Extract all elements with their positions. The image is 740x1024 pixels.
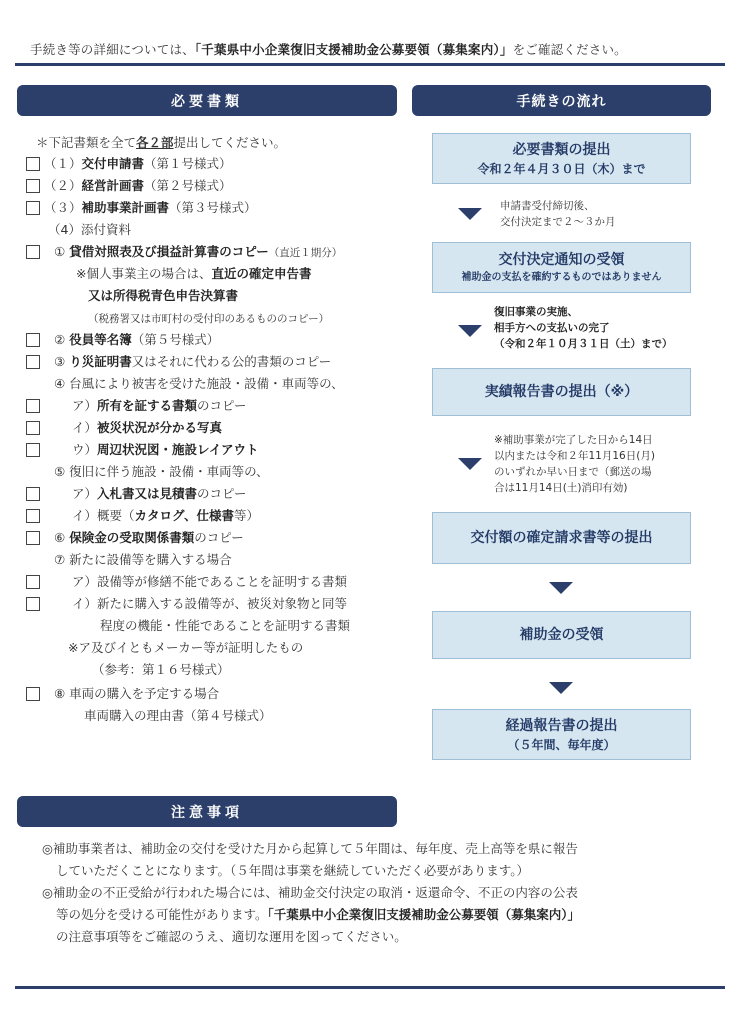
flow-step-receive-subsidy: 補助金の受領 [432,611,691,659]
process-flow-header: 手続きの流れ [412,85,711,116]
flow-step-grant-notice: 交付決定通知の受領 補助金の支払を確約するものではありません [432,242,691,293]
checkbox-item-1[interactable] [26,157,40,171]
checkbox-attach-7a[interactable] [26,575,40,589]
note-2-line-1: ◎補助金の不正受給が行われた場合には、補助金交付決定の取消・返還命令、不正の内容の公表 [42,885,578,900]
checkbox-attach-1[interactable] [26,245,40,259]
attach-1-note-2: 又は所得税青色申告決算書 [88,288,239,303]
note-1-line-2: していただくことになります。（５年間は事業を継続していただく必要があります。） [56,863,530,878]
attach-6: ⑥ 保険金の受取関係書類のコピー [54,530,244,545]
flow-step-submit-docs: 必要書類の提出 令和２年４月３０日（木）まで [432,133,691,184]
notes-block [44,838,704,948]
attach-5i: イ）概要（カタログ、仕様書等） [72,508,260,523]
docs-intro: ＊下記書類を全て各２部提出してください。 [36,135,287,150]
flow-note-1: 申請書受付締切後、 交付決定まで２～３か月 [500,200,616,228]
doc-item-3: （３）補助事業計画書（第３号様式） [44,200,257,215]
notes-header: 注意事項 [17,796,397,827]
checkbox-attach-8[interactable] [26,687,40,701]
attach-4-header: ④ 台風により被害を受けた施設・設備・車両等の、 [54,376,344,391]
top-note [30,40,720,58]
checkbox-attach-4a[interactable] [26,399,40,413]
attach-7-header: ⑦ 新たに設備等を購入する場合 [54,552,232,567]
top-note-tail: をご確認ください。 [512,42,627,57]
top-note-guideline-title: 「千葉県中小企業復旧支援補助金公募要領（募集案内）」 [194,42,513,57]
checkbox-attach-4u[interactable] [26,443,40,457]
checkbox-attach-5a[interactable] [26,487,40,501]
flow-arrow-icon [549,682,573,694]
top-divider [15,63,725,66]
checkbox-item-2[interactable] [26,179,40,193]
doc-item-4-header: （4）添付資料 [48,222,131,237]
bottom-divider [15,986,725,989]
attach-2: ② 役員等名簿（第５号様式） [54,332,220,347]
attach-8-sub: 車両購入の理由書（第４号様式） [84,708,272,723]
checkbox-attach-6[interactable] [26,531,40,545]
checkbox-attach-2[interactable] [26,333,40,347]
attach-7i-line-2: 程度の機能・性能であることを証明する書類 [100,618,351,633]
attach-8: ⑧ 車両の購入を予定する場合 [54,686,220,701]
attach-1: ① 貸借対照表及び損益計算書のコピー（直近１期分） [54,244,343,259]
flow-arrow-icon [549,582,573,594]
doc-item-2: （２）経営計画書（第２号様式） [44,178,232,193]
flow-step-result-report: 実績報告書の提出（※） [432,368,691,416]
attach-3: ③ り災証明書又はそれに代わる公的書類のコピー [54,354,332,369]
attach-7i-line-1: イ）新たに購入する設備等が、被災対象物と同等 [72,596,348,611]
note-2-line-3: の注意事項等をご確認のうえ、適切な運用を図ってください。 [56,929,407,944]
attach-7-note-1: ※ア及びイともメーカー等が証明したもの [68,640,304,655]
flow-arrow-icon [458,458,482,470]
attach-5-header: ⑤ 復旧に伴う施設・設備・車両等の、 [54,464,269,479]
flow-step-final-claim: 交付額の確定請求書等の提出 [432,512,691,564]
checkbox-attach-3[interactable] [26,355,40,369]
doc-item-1: （１）交付申請書（第１号様式） [44,156,232,171]
checkbox-attach-7i[interactable] [26,597,40,611]
required-docs-header: 必要書類 [17,85,397,116]
attach-7a: ア）設備等が修繕不能であることを証明する書類 [72,574,348,589]
checkbox-item-3[interactable] [26,201,40,215]
flow-arrow-icon [458,208,482,220]
checkbox-attach-5i[interactable] [26,509,40,523]
attach-4i: イ）被災状況が分かる写真 [72,420,223,435]
flow-note-3: ※補助事業が完了した日から14日 以内または令和２年11月16日(月) のいずれか早い日まで（郵送の場 合は11月14日(土)消印有効) [494,434,655,494]
flow-arrow-icon [458,325,482,337]
attach-1-note-3: （税務署又は市町村の受付印のあるもののコピー） [88,313,330,325]
attach-4u: ウ）周辺状況図・施設レイアウト [72,442,259,457]
attach-7-note-2: （参考：第１６号様式） [92,662,230,677]
top-note-text: 手続き等の詳細については、 [30,42,195,57]
attach-1-note-1: ※個人事業主の場合は、直近の確定申告書 [76,266,312,281]
flow-step-progress-report: 経過報告書の提出 （５年間、毎年度） [432,709,691,760]
flow-note-2: 復旧事業の実施、 相手方への支払いの完了 （令和２年１０月３１日（土）まで） [494,306,673,350]
note-1-line-1: ◎補助事業者は、補助金の交付を受けた月から起算して５年間は、毎年度、売上高等を県に報告 [42,841,578,856]
attach-4a: ア）所有を証する書類のコピー [72,398,247,413]
note-2-line-2: 等の処分を受ける可能性があります。「千葉県中小企業復旧支援補助金公募要領（募集案内）」 [56,907,581,922]
attach-5a: ア）入札書又は見積書のコピー [72,486,247,501]
checkbox-attach-4i[interactable] [26,421,40,435]
